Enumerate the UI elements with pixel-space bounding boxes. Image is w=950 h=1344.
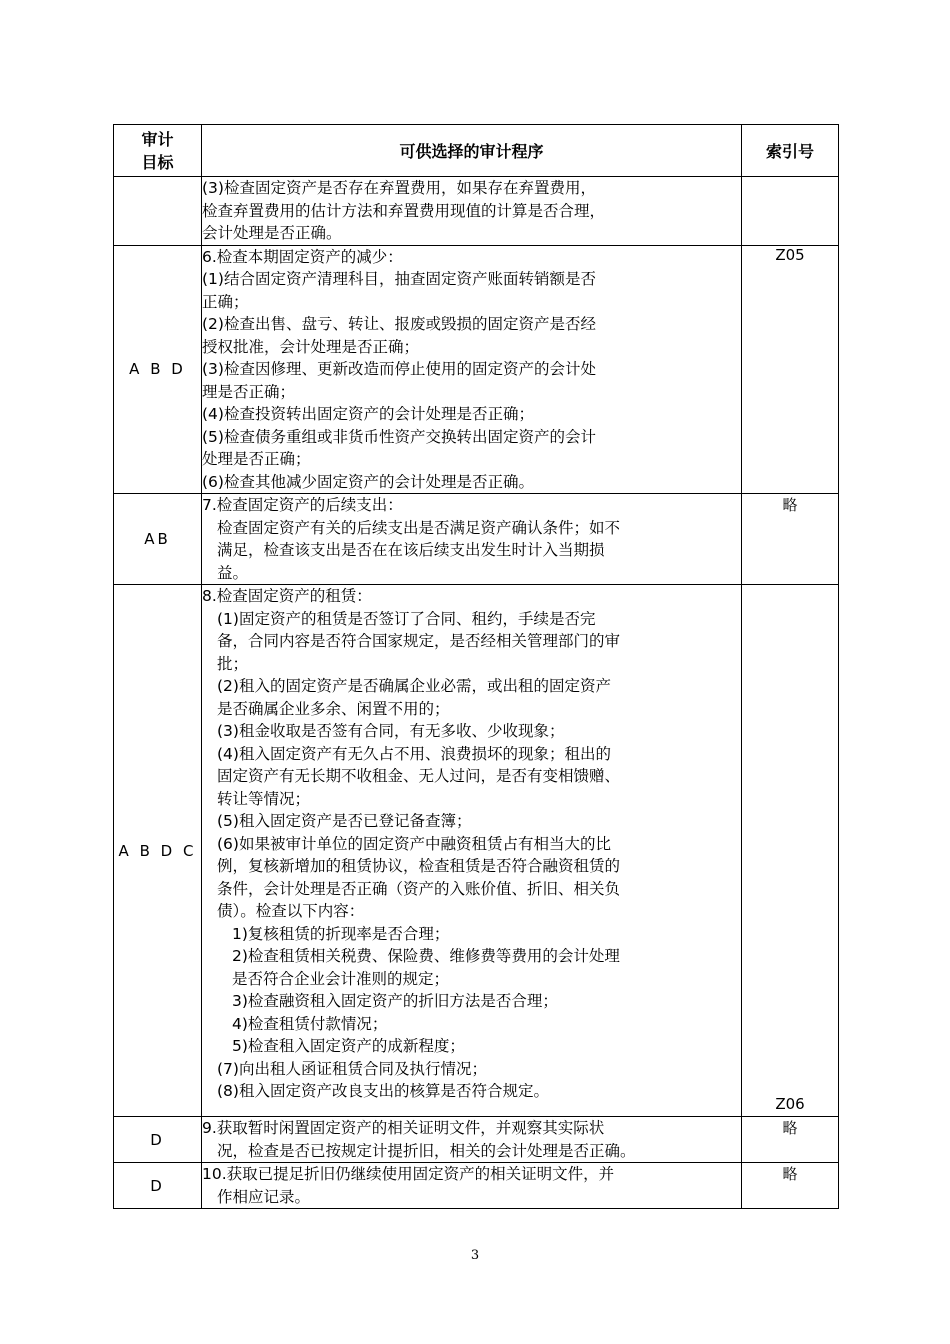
table-row bbox=[114, 177, 839, 246]
header-index: 索引号 bbox=[742, 125, 839, 177]
page-number: 3 bbox=[470, 1248, 480, 1263]
table-row bbox=[114, 585, 839, 1117]
header-procedure: 可供选择的审计程序 bbox=[202, 125, 742, 177]
header-objective: 审计 目标 bbox=[114, 125, 202, 177]
row-index: 略 bbox=[742, 494, 839, 585]
row-index: 略 bbox=[742, 1163, 839, 1209]
table-row bbox=[114, 1117, 839, 1163]
row-index: Z05 bbox=[742, 245, 839, 494]
row-objective bbox=[114, 177, 202, 246]
row-index bbox=[742, 177, 839, 246]
table-row bbox=[114, 494, 839, 585]
row-index: 略 bbox=[742, 1117, 839, 1163]
row-procedure: (3)检查固定资产是否存在弃置费用，如果存在弃置费用， 检查弃置费用的估计方法和弃置费用现值的计算是否合理， 会计处理是否正确。 bbox=[202, 177, 742, 246]
row-index bbox=[742, 585, 839, 1117]
row-objective: A B D C bbox=[114, 585, 202, 1117]
row-procedure: 10.获取已提足折旧仍继续使用固定资产的相关证明文件，并 作相应记录。 bbox=[202, 1163, 742, 1209]
table-header-row bbox=[114, 125, 839, 177]
row-procedure: 6.检查本期固定资产的减少： (1)结合固定资产清理科目，抽查固定资产账面转销额是否 正确； (2)检查出售、盘亏、转让、报废或毁损的固定资产是否经 授权批准，会计处理是否正确； (3)检查因修理、更新改造而停止使用的固定资产的会计处 理是否正确； (4)检查投资转出固定资产的会计处理是否正确； (5)检查债务重组或非货币性资产交换转出固定资产的会计 处理是否正确； (6)检查其他减少固定资产的会计处理是否正确。 bbox=[202, 245, 742, 494]
table-row bbox=[114, 1163, 839, 1209]
row-objective: AB bbox=[114, 494, 202, 585]
row-procedure: 9.获取暂时闲置固定资产的相关证明文件，并观察其实际状 况，检查是否已按规定计提折旧，相关的会计处理是否正确。 bbox=[202, 1117, 742, 1163]
table-row bbox=[114, 245, 839, 494]
row-objective: A B D bbox=[114, 245, 202, 494]
row-objective: D bbox=[114, 1117, 202, 1163]
audit-procedure-table bbox=[113, 124, 839, 1209]
row-objective: D bbox=[114, 1163, 202, 1209]
row-procedure: 8.检查固定资产的租赁： (1)固定资产的租赁是否签订了合同、租约，手续是否完 备，合同内容是否符合国家规定，是否经相关管理部门的审 批； (2)租入的固定资产是否确属企业必需，或出租的固定资产 是否确属企业多余、闲置不用的； (3)租金收取是否签有合同，有无多收、少收现象； (4)租入固定资产有无久占不用、浪费损坏的现象；租出的 固定资产有无长期不收租金、无人过问，是否有变相馈赠、 转让等情况； (5)租入固定资产是否已登记备查簿； (6)如果被审计单位的固定资产中融资租赁占有相当大的比 例，复核新增加的租赁协议，检查租赁是否符合融资租赁的 条件，会计处理是否正确（资产的入账价值、折旧、相关负 债）。检查以下内容： 1)复核租赁的折现率是否合理； 2)检查租赁相关税费、保险费、维修费等费用的会计处理 是否符合企业会计准则的规定； 3)检查融资租入固定资产的折旧方法是否合理； 4)检查租赁付款情况； 5)检查租入固定资产的成新程度； (7)向出租人函证租赁合同及执行情况； (8)租入固定资产改良支出的核算是否符合规定。 bbox=[202, 585, 742, 1117]
row-index-label: Z06 bbox=[775, 1095, 805, 1113]
row-procedure: 7.检查固定资产的后续支出： 检查固定资产有关的后续支出是否满足资产确认条件；如不 满足，检查该支出是否在在该后续支出发生时计入当期损 益。 bbox=[202, 494, 742, 585]
